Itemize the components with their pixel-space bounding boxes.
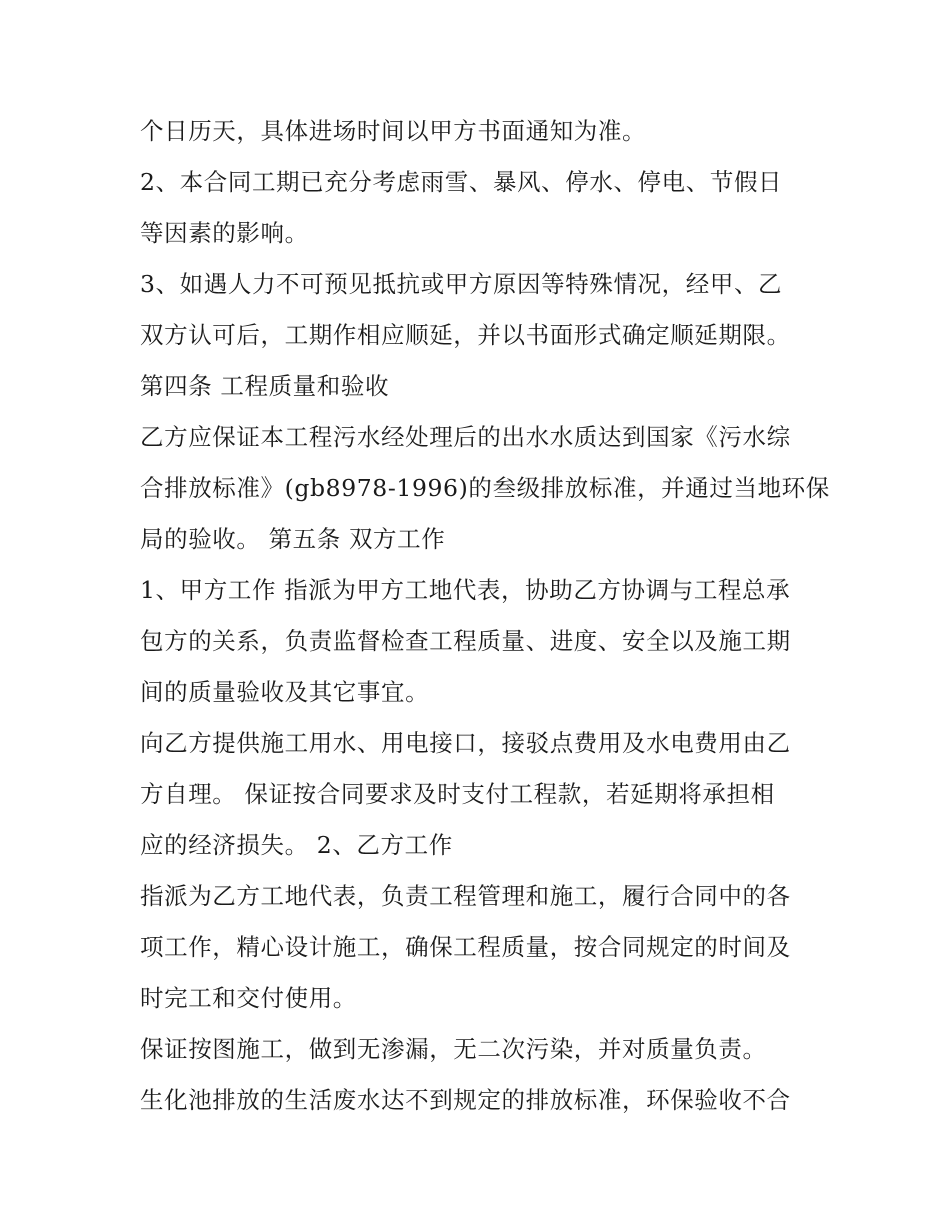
text-line: 方自理。 保证按合同要求及时支付工程款，若延期将承担相	[140, 780, 775, 808]
text-line: 保证按图施工，做到无渗漏，无二次污染，并对质量负责。	[140, 1035, 767, 1063]
text-line: 双方认可后，工期作相应顺延，并以书面形式确定顺延期限。	[140, 321, 791, 349]
text-line: 1、甲方工作 指派为甲方工地代表，协助乙方协调与工程总承	[140, 576, 791, 604]
text-line: 3、如遇人力不可预见抵抗或甲方原因等特殊情况，经甲、乙	[140, 270, 783, 298]
text-line: 项工作，精心设计施工，确保工程质量，按合同规定的时间及	[140, 933, 791, 961]
text-line: 指派为乙方工地代表，负责工程管理和施工，履行合同中的各	[140, 882, 791, 910]
text-line: 应的经济损失。 2、乙方工作	[140, 831, 453, 859]
text-line: 向乙方提供施工用水、用电接口，接驳点费用及水电费用由乙	[140, 729, 791, 757]
text-line: 局的验收。 第五条 双方工作	[140, 525, 446, 553]
text-line: 生化池排放的生活废水达不到规定的排放标准，环保验收不合	[140, 1086, 791, 1114]
text-line: 时完工和交付使用。	[140, 984, 357, 1012]
text-line: 间的质量验收及其它事宜。	[140, 678, 430, 706]
section-heading-article-4: 第四条 工程质量和验收	[140, 372, 390, 400]
text-line: 合排放标准》(gb8978-1996)的叁级排放标准，并通过当地环保	[140, 474, 830, 502]
text-line: 乙方应保证本工程污水经处理后的出水水质达到国家《污水综	[140, 423, 791, 451]
document-body	[140, 106, 830, 1126]
text-line: 包方的关系，负责监督检查工程质量、进度、安全以及施工期	[140, 627, 791, 655]
text-line: 2、本合同工期已充分考虑雨雪、暴风、停水、停电、节假日	[140, 168, 783, 196]
text-line: 个日历天，具体进场时间以甲方书面通知为准。	[140, 117, 647, 145]
text-line: 等因素的影响。	[140, 219, 309, 247]
